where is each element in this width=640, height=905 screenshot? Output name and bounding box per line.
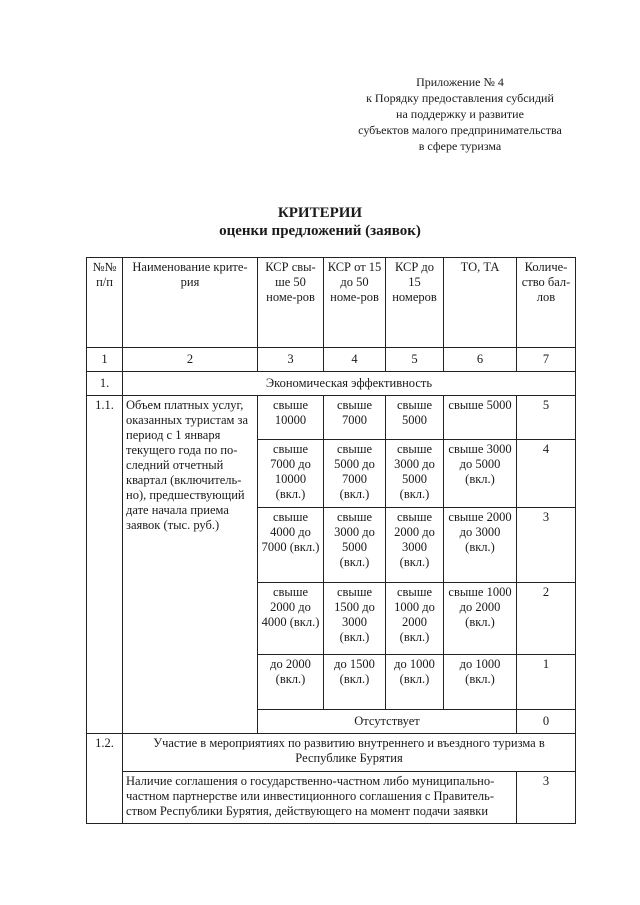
cell-ksr-over-50: свыше 7000 до 10000 (вкл.) bbox=[258, 440, 324, 508]
header-to-ta: ТО, ТА bbox=[444, 258, 517, 348]
cell-ksr-under-15: свыше 3000 до 5000 (вкл.) bbox=[386, 440, 444, 508]
cell-to-ta: свыше 2000 до 3000 (вкл.) bbox=[444, 508, 517, 583]
table-header-row bbox=[87, 258, 576, 348]
cell-points: 4 bbox=[517, 440, 576, 508]
cell-to-ta: свыше 3000 до 5000 (вкл.) bbox=[444, 440, 517, 508]
document-title: КРИТЕРИИ bbox=[277, 205, 363, 221]
item-num: 1.2. bbox=[87, 734, 123, 824]
cell-ksr-over-50: свыше 10000 bbox=[258, 396, 324, 440]
cell-to-ta: до 1000 (вкл.) bbox=[444, 655, 517, 710]
table-row bbox=[87, 772, 576, 824]
section-num: 1. bbox=[87, 372, 123, 396]
cell-points: 0 bbox=[517, 710, 576, 734]
column-number: 3 bbox=[258, 348, 324, 372]
subsection-row bbox=[87, 734, 576, 772]
column-number: 7 bbox=[517, 348, 576, 372]
cell-ksr-15-50: свыше 5000 до 7000 (вкл.) bbox=[324, 440, 386, 508]
cell-ksr-under-15: до 1000 (вкл.) bbox=[386, 655, 444, 710]
header-ksr-over-50: КСР свы-ше 50 номе-ров bbox=[258, 258, 324, 348]
header-name: Наименование крите-рия bbox=[123, 258, 258, 348]
cell-ksr-under-15: свыше 1000 до 2000 (вкл.) bbox=[386, 583, 444, 655]
appendix-line: Приложение № 4 bbox=[416, 75, 504, 89]
section-title: Экономическая эффективность bbox=[123, 372, 576, 396]
table-row bbox=[87, 396, 576, 440]
criteria-table bbox=[86, 257, 576, 824]
cell-ksr-under-15: свыше 5000 bbox=[386, 396, 444, 440]
item-name: Объем платных услуг, оказанных туристам за период с 1 января текущего года по по-следний отчетный квартал (включитель-но), предшествующий дате начала приема заявок (тыс. руб.) bbox=[123, 396, 258, 734]
appendix-line: к Порядку предоставления субсидий bbox=[366, 91, 554, 105]
column-number: 4 bbox=[324, 348, 386, 372]
cell-ksr-over-50: свыше 2000 до 4000 (вкл.) bbox=[258, 583, 324, 655]
header-ksr-15-50: КСР от 15 до 50 номе-ров bbox=[324, 258, 386, 348]
column-number: 6 bbox=[444, 348, 517, 372]
item-num: 1.1. bbox=[87, 396, 123, 734]
document-subtitle: оценки предложений (заявок) bbox=[219, 223, 421, 239]
cell-to-ta: свыше 5000 bbox=[444, 396, 517, 440]
cell-points: 3 bbox=[517, 772, 576, 824]
cell-to-ta: свыше 1000 до 2000 (вкл.) bbox=[444, 583, 517, 655]
column-number: 5 bbox=[386, 348, 444, 372]
appendix-line: на поддержку и развитие bbox=[396, 107, 524, 121]
appendix-line: в сфере туризма bbox=[418, 139, 502, 153]
cell-points: 5 bbox=[517, 396, 576, 440]
section-row bbox=[87, 372, 576, 396]
header-num: №№ п/п bbox=[87, 258, 123, 348]
cell-points: 3 bbox=[517, 508, 576, 583]
cell-points: 2 bbox=[517, 583, 576, 655]
cell-ksr-15-50: свыше 7000 bbox=[324, 396, 386, 440]
column-number: 1 bbox=[87, 348, 123, 372]
cell-points: 1 bbox=[517, 655, 576, 710]
appendix-line: субъектов малого предпринимательства bbox=[358, 123, 562, 137]
cell-ksr-over-50: до 2000 (вкл.) bbox=[258, 655, 324, 710]
column-number: 2 bbox=[123, 348, 258, 372]
cell-ksr-15-50: до 1500 (вкл.) bbox=[324, 655, 386, 710]
header-ksr-under-15: КСР до 15 номеров bbox=[386, 258, 444, 348]
subsection-title: Участие в мероприятиях по развитию внутреннего и въездного туризма в Республике Бурятия bbox=[123, 734, 576, 772]
cell-ksr-under-15: свыше 2000 до 3000 (вкл.) bbox=[386, 508, 444, 583]
appendix-note bbox=[330, 74, 590, 154]
cell-ksr-15-50: свыше 3000 до 5000 (вкл.) bbox=[324, 508, 386, 583]
column-number-row bbox=[87, 348, 576, 372]
cell-absent: Отсутствует bbox=[258, 710, 517, 734]
header-points: Количе-ство бал-лов bbox=[517, 258, 576, 348]
criterion-text: Наличие соглашения о государственно-частном либо муниципально-частном партнерстве или инвестиционного соглашения с Правитель-ством Республики Бурятия, действующего на момент подачи заявки bbox=[123, 772, 517, 824]
cell-ksr-15-50: свыше 1500 до 3000 (вкл.) bbox=[324, 583, 386, 655]
cell-ksr-over-50: свыше 4000 до 7000 (вкл.) bbox=[258, 508, 324, 583]
